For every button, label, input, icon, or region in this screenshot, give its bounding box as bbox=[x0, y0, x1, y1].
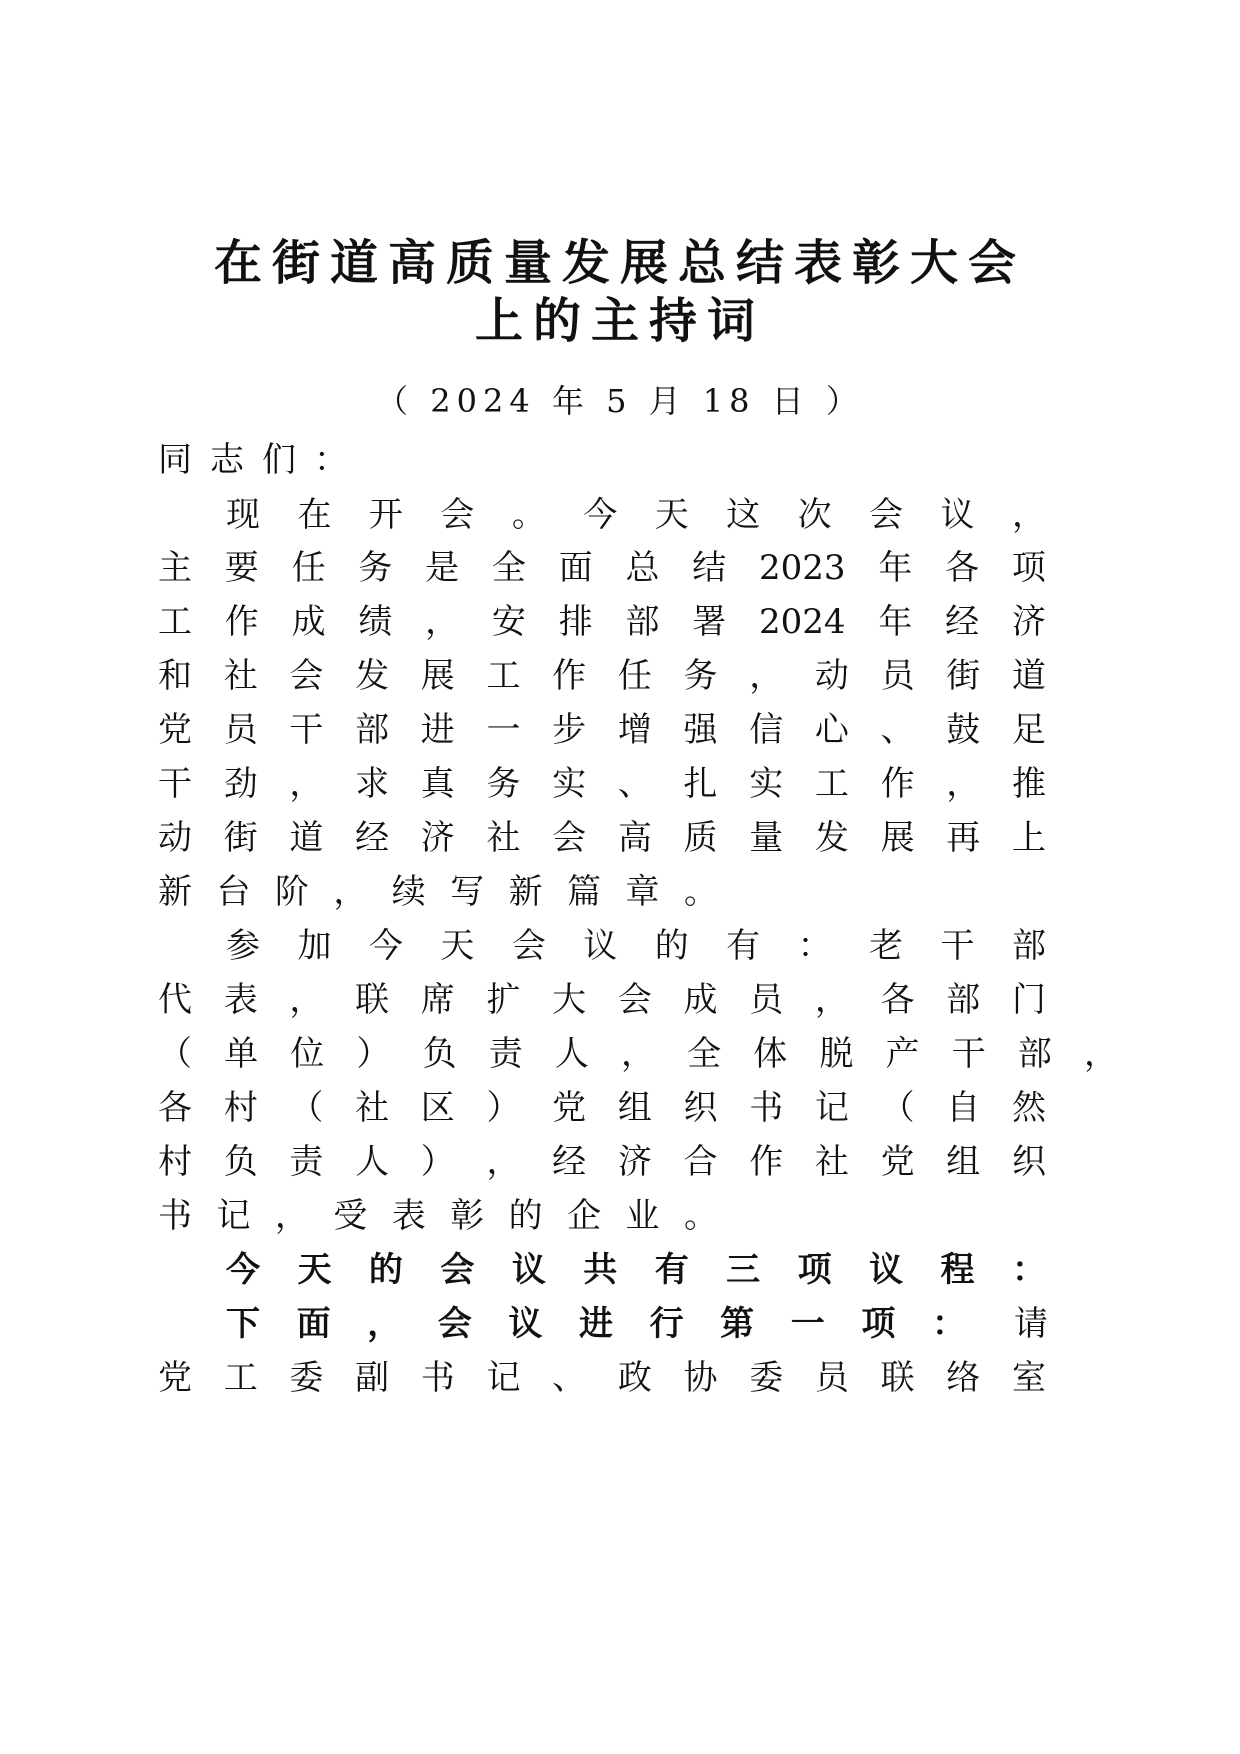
text-glyph: 记 bbox=[814, 1088, 849, 1128]
text-glyph: 责 bbox=[488, 1034, 523, 1074]
text-glyph: 干 bbox=[951, 1034, 986, 1074]
text-glyph: ） bbox=[420, 1142, 455, 1182]
text-glyph: 们 bbox=[262, 440, 296, 480]
text-glyph: 部 bbox=[946, 980, 981, 1020]
text-glyph: 动 bbox=[158, 818, 192, 858]
text-glyph: 项 bbox=[861, 1304, 896, 1344]
text-glyph: 络 bbox=[946, 1358, 981, 1398]
text-glyph: 加 bbox=[297, 926, 332, 966]
text-glyph: 体 bbox=[753, 1034, 788, 1074]
text-glyph: 。 bbox=[511, 495, 546, 535]
text-glyph: 合 bbox=[683, 1142, 718, 1182]
text-glyph: 上 bbox=[1011, 818, 1046, 858]
text-glyph: 各 bbox=[158, 1088, 192, 1128]
text-glyph: 社 bbox=[355, 1088, 390, 1128]
text-glyph: 天 bbox=[297, 1250, 332, 1290]
text-glyph: 今 bbox=[226, 1250, 260, 1290]
text-glyph: 阶 bbox=[274, 872, 309, 912]
text-glyph: 干 bbox=[940, 926, 975, 966]
text-glyph: 全 bbox=[491, 548, 526, 588]
text-glyph: 。 bbox=[683, 872, 718, 912]
text-glyph: 进 bbox=[420, 710, 455, 750]
text-glyph: ： bbox=[797, 926, 832, 966]
text-glyph: 书 bbox=[749, 1088, 784, 1128]
text-glyph: 程 bbox=[940, 1250, 975, 1290]
text-glyph: 副 bbox=[355, 1358, 390, 1398]
text-glyph: 济 bbox=[420, 818, 455, 858]
text-glyph: 排 bbox=[558, 602, 593, 642]
text-glyph: ： bbox=[314, 440, 348, 480]
text-glyph: 大 bbox=[552, 980, 587, 1020]
text-glyph: 党 bbox=[552, 1088, 587, 1128]
text-glyph: 和 bbox=[158, 656, 192, 696]
paragraph-line bbox=[158, 592, 1046, 652]
paragraph-line bbox=[158, 1348, 1046, 1408]
text-glyph: 今 bbox=[368, 926, 403, 966]
text-glyph: 实 bbox=[552, 764, 587, 804]
text-glyph: 这 bbox=[726, 495, 761, 535]
text-glyph: 务 bbox=[486, 764, 521, 804]
text-glyph: 工 bbox=[486, 656, 521, 696]
text-glyph: 部 bbox=[1017, 1034, 1052, 1074]
text-glyph: 会 bbox=[869, 495, 904, 535]
text-glyph: 会 bbox=[617, 980, 652, 1020]
text-glyph: 求 bbox=[355, 764, 390, 804]
paragraph-line bbox=[158, 754, 1046, 814]
paragraph-line bbox=[158, 1186, 718, 1246]
text-glyph: 在 bbox=[297, 495, 332, 535]
paragraph-line bbox=[226, 485, 1046, 545]
text-glyph: 展 bbox=[880, 818, 915, 858]
text-glyph: 街 bbox=[946, 656, 981, 696]
text-glyph: （ bbox=[158, 1034, 192, 1074]
text-glyph: ， bbox=[1083, 1034, 1118, 1074]
text-glyph: 经 bbox=[355, 818, 390, 858]
text-glyph: 、 bbox=[552, 1358, 587, 1398]
text-glyph: 项 bbox=[1011, 548, 1046, 588]
text-glyph: 新 bbox=[158, 872, 192, 912]
text-glyph: 人 bbox=[355, 1142, 390, 1182]
text-glyph: 一 bbox=[790, 1304, 825, 1344]
text-glyph: 动 bbox=[814, 656, 849, 696]
text-glyph: 的 bbox=[508, 1196, 543, 1236]
text-glyph: 、 bbox=[880, 710, 915, 750]
paragraph-line bbox=[158, 538, 1046, 598]
text-glyph: 今 bbox=[583, 495, 618, 535]
title-line-1: 在街道高质量发展总结表彰大会 bbox=[213, 235, 1026, 291]
text-glyph: 推 bbox=[1011, 764, 1046, 804]
text-glyph: 强 bbox=[683, 710, 718, 750]
text-glyph: 绩 bbox=[358, 602, 393, 642]
text-glyph: 年 bbox=[878, 602, 913, 642]
text-glyph: 作 bbox=[224, 602, 259, 642]
text-glyph: 议 bbox=[869, 1250, 904, 1290]
text-glyph: ， bbox=[1011, 495, 1046, 535]
text-glyph: ， bbox=[367, 1304, 402, 1344]
text-glyph: 议 bbox=[508, 1304, 543, 1344]
text-glyph: 区 bbox=[420, 1088, 455, 1128]
text-glyph: 室 bbox=[1011, 1358, 1046, 1398]
text-glyph: 经 bbox=[945, 602, 980, 642]
text-glyph: 务 bbox=[358, 548, 393, 588]
text-glyph: 政 bbox=[617, 1358, 652, 1398]
text-glyph: 济 bbox=[1011, 602, 1046, 642]
text-glyph: 章 bbox=[625, 872, 660, 912]
text-glyph: 行 bbox=[649, 1304, 684, 1344]
text-glyph: 社 bbox=[486, 818, 521, 858]
text-glyph: 增 bbox=[617, 710, 652, 750]
text-glyph: 会 bbox=[440, 495, 475, 535]
document-date: （ 2024 年 5 月 18 日 ） bbox=[376, 382, 864, 420]
text-glyph: 质 bbox=[683, 818, 718, 858]
text-glyph: ， bbox=[425, 602, 460, 642]
text-glyph: 作 bbox=[552, 656, 587, 696]
text-glyph: 。 bbox=[683, 1196, 718, 1236]
text-glyph: ） bbox=[486, 1088, 521, 1128]
text-glyph: 总 bbox=[625, 548, 660, 588]
text-glyph: 负 bbox=[223, 1142, 258, 1182]
text-glyph: 受 bbox=[333, 1196, 368, 1236]
text-glyph: ， bbox=[289, 980, 324, 1020]
text-glyph: 表 bbox=[223, 980, 258, 1020]
text-glyph: 党 bbox=[158, 710, 192, 750]
text-glyph: 结 bbox=[692, 548, 727, 588]
text-glyph: 门 bbox=[1011, 980, 1046, 1020]
text-glyph: 道 bbox=[1011, 656, 1046, 696]
text-glyph: 各 bbox=[880, 980, 915, 1020]
text-glyph: 员 bbox=[749, 980, 784, 1020]
text-glyph: 村 bbox=[158, 1142, 192, 1182]
text-glyph: 干 bbox=[289, 710, 324, 750]
text-glyph: 组 bbox=[617, 1088, 652, 1128]
agenda-heading bbox=[226, 1240, 1046, 1300]
text-glyph: 实 bbox=[749, 764, 784, 804]
text-glyph: 委 bbox=[289, 1358, 324, 1398]
text-glyph: 记 bbox=[216, 1196, 251, 1236]
text-glyph: 员 bbox=[223, 710, 258, 750]
text-glyph: 会 bbox=[289, 656, 324, 696]
paragraph-line bbox=[158, 700, 1046, 760]
agenda-item-text: 请 bbox=[1014, 1304, 1048, 1344]
text-glyph: 记 bbox=[486, 1358, 521, 1398]
text-glyph: 的 bbox=[654, 926, 689, 966]
text-glyph: 济 bbox=[617, 1142, 652, 1182]
title-line-2: 上的主持词 bbox=[474, 293, 765, 349]
paragraph-line bbox=[158, 1024, 1118, 1084]
text-glyph: 主 bbox=[158, 548, 192, 588]
text-glyph: 自 bbox=[946, 1088, 981, 1128]
text-glyph: ） bbox=[356, 1034, 391, 1074]
text-glyph: 下 bbox=[226, 1304, 260, 1344]
text-glyph: 议 bbox=[940, 495, 975, 535]
text-glyph: 然 bbox=[1011, 1088, 1046, 1128]
text-glyph: 代 bbox=[158, 980, 192, 1020]
text-glyph: ， bbox=[274, 1196, 309, 1236]
text-glyph: 开 bbox=[368, 495, 403, 535]
text-glyph: 一 bbox=[486, 710, 521, 750]
text-glyph: 党 bbox=[158, 1358, 192, 1398]
text-glyph: 发 bbox=[355, 656, 390, 696]
text-glyph: 表 bbox=[391, 1196, 426, 1236]
text-glyph: 席 bbox=[420, 980, 455, 1020]
text-glyph: 署 bbox=[692, 602, 727, 642]
text-glyph: 工 bbox=[158, 602, 192, 642]
text-glyph: 次 bbox=[797, 495, 832, 535]
greeting bbox=[158, 430, 348, 490]
text-glyph: 员 bbox=[814, 1358, 849, 1398]
text-glyph: 委 bbox=[749, 1358, 784, 1398]
text-glyph: 位 bbox=[290, 1034, 325, 1074]
text-glyph: 真 bbox=[420, 764, 455, 804]
text-glyph: 产 bbox=[885, 1034, 920, 1074]
agenda-item-heading bbox=[226, 1294, 966, 1354]
text-glyph: 量 bbox=[749, 818, 784, 858]
text-glyph: 书 bbox=[158, 1196, 192, 1236]
text-glyph: 部 bbox=[625, 602, 660, 642]
text-glyph: 第 bbox=[720, 1304, 755, 1344]
text-glyph: ， bbox=[814, 980, 849, 1020]
text-glyph: 组 bbox=[946, 1142, 981, 1182]
text-glyph: 会 bbox=[511, 926, 546, 966]
text-glyph: 心 bbox=[814, 710, 849, 750]
paragraph-line bbox=[158, 1078, 1046, 1138]
text-glyph: 会 bbox=[437, 1304, 472, 1344]
text-glyph: 议 bbox=[583, 926, 618, 966]
text-glyph: 有 bbox=[654, 1250, 689, 1290]
text-glyph: ： bbox=[931, 1304, 966, 1344]
text-glyph: 书 bbox=[420, 1358, 455, 1398]
text-glyph: ， bbox=[333, 872, 368, 912]
text-glyph: 扩 bbox=[486, 980, 521, 1020]
text-glyph: 作 bbox=[749, 1142, 784, 1182]
text-glyph: 脱 bbox=[819, 1034, 854, 1074]
text-glyph: 联 bbox=[355, 980, 390, 1020]
text-glyph: 彰 bbox=[450, 1196, 485, 1236]
text-glyph: 2024 bbox=[759, 602, 846, 642]
text-glyph: 台 bbox=[216, 872, 251, 912]
text-glyph: 任 bbox=[291, 548, 326, 588]
text-glyph: 发 bbox=[814, 818, 849, 858]
text-glyph: 面 bbox=[296, 1304, 331, 1344]
text-glyph: 现 bbox=[226, 495, 260, 535]
text-glyph: 织 bbox=[683, 1088, 718, 1128]
text-glyph: 同 bbox=[158, 440, 192, 480]
text-glyph: 足 bbox=[1011, 710, 1046, 750]
text-glyph: 业 bbox=[625, 1196, 660, 1236]
text-glyph: 织 bbox=[1011, 1142, 1046, 1182]
text-glyph: 协 bbox=[683, 1358, 718, 1398]
text-glyph: 展 bbox=[420, 656, 455, 696]
text-glyph: 志 bbox=[210, 440, 244, 480]
text-glyph: 天 bbox=[440, 926, 475, 966]
text-glyph: 写 bbox=[450, 872, 485, 912]
text-glyph: 高 bbox=[617, 818, 652, 858]
text-glyph: 扎 bbox=[683, 764, 718, 804]
text-glyph: 安 bbox=[491, 602, 526, 642]
text-glyph: 街 bbox=[223, 818, 258, 858]
text-glyph: ， bbox=[620, 1034, 655, 1074]
text-glyph: 工 bbox=[814, 764, 849, 804]
text-glyph: 鼓 bbox=[946, 710, 981, 750]
text-glyph: 新 bbox=[508, 872, 543, 912]
text-glyph: 员 bbox=[880, 656, 915, 696]
text-glyph: 年 bbox=[878, 548, 913, 588]
text-glyph: 项 bbox=[797, 1250, 832, 1290]
text-glyph: 篇 bbox=[567, 872, 602, 912]
text-glyph: 作 bbox=[880, 764, 915, 804]
text-glyph: 参 bbox=[226, 926, 260, 966]
text-glyph: ， bbox=[486, 1142, 521, 1182]
text-glyph: （ bbox=[880, 1088, 915, 1128]
text-glyph: 各 bbox=[945, 548, 980, 588]
text-glyph: 再 bbox=[946, 818, 981, 858]
text-glyph: 全 bbox=[687, 1034, 722, 1074]
text-glyph: 任 bbox=[617, 656, 652, 696]
text-glyph: ， bbox=[289, 764, 324, 804]
text-glyph: 三 bbox=[726, 1250, 761, 1290]
text-glyph: 续 bbox=[391, 872, 426, 912]
text-glyph: 会 bbox=[552, 818, 587, 858]
text-glyph: 党 bbox=[880, 1142, 915, 1182]
text-glyph: 步 bbox=[552, 710, 587, 750]
text-glyph: 信 bbox=[749, 710, 784, 750]
text-glyph: ， bbox=[946, 764, 981, 804]
text-glyph: 共 bbox=[583, 1250, 618, 1290]
text-glyph: 责 bbox=[289, 1142, 324, 1182]
text-glyph: 老 bbox=[869, 926, 904, 966]
document-title bbox=[140, 234, 1100, 350]
text-glyph: 社 bbox=[223, 656, 258, 696]
text-glyph: 天 bbox=[654, 495, 689, 535]
text-glyph: ： bbox=[1011, 1250, 1046, 1290]
text-glyph: 的 bbox=[368, 1250, 403, 1290]
paragraph-line bbox=[158, 1132, 1046, 1192]
text-glyph: 是 bbox=[425, 548, 460, 588]
text-glyph: 会 bbox=[440, 1250, 475, 1290]
paragraph-line bbox=[226, 916, 1046, 976]
paragraph-line bbox=[158, 646, 1046, 706]
text-glyph: 议 bbox=[511, 1250, 546, 1290]
text-glyph: 面 bbox=[558, 548, 593, 588]
text-glyph: 社 bbox=[814, 1142, 849, 1182]
text-glyph: 单 bbox=[224, 1034, 259, 1074]
text-glyph: 有 bbox=[726, 926, 761, 966]
text-glyph: 负 bbox=[422, 1034, 457, 1074]
text-glyph: 部 bbox=[1011, 926, 1046, 966]
text-glyph: 2023 bbox=[759, 548, 846, 588]
text-glyph: 要 bbox=[224, 548, 259, 588]
text-glyph: 干 bbox=[158, 764, 192, 804]
text-glyph: 成 bbox=[683, 980, 718, 1020]
text-glyph: 劲 bbox=[223, 764, 258, 804]
text-glyph: 工 bbox=[223, 1358, 258, 1398]
paragraph-line bbox=[158, 862, 718, 922]
text-glyph: 部 bbox=[355, 710, 390, 750]
text-glyph: 成 bbox=[291, 602, 326, 642]
text-glyph: 进 bbox=[578, 1304, 613, 1344]
text-glyph: 、 bbox=[617, 764, 652, 804]
text-glyph: 村 bbox=[223, 1088, 258, 1128]
text-glyph: 联 bbox=[880, 1358, 915, 1398]
text-glyph: 企 bbox=[567, 1196, 602, 1236]
text-glyph: 经 bbox=[552, 1142, 587, 1182]
text-glyph: （ bbox=[289, 1088, 324, 1128]
text-glyph: 人 bbox=[554, 1034, 589, 1074]
text-glyph: 务 bbox=[683, 656, 718, 696]
paragraph-line bbox=[158, 808, 1046, 868]
text-glyph: ， bbox=[749, 656, 784, 696]
text-glyph: 道 bbox=[289, 818, 324, 858]
paragraph-line bbox=[158, 970, 1046, 1030]
